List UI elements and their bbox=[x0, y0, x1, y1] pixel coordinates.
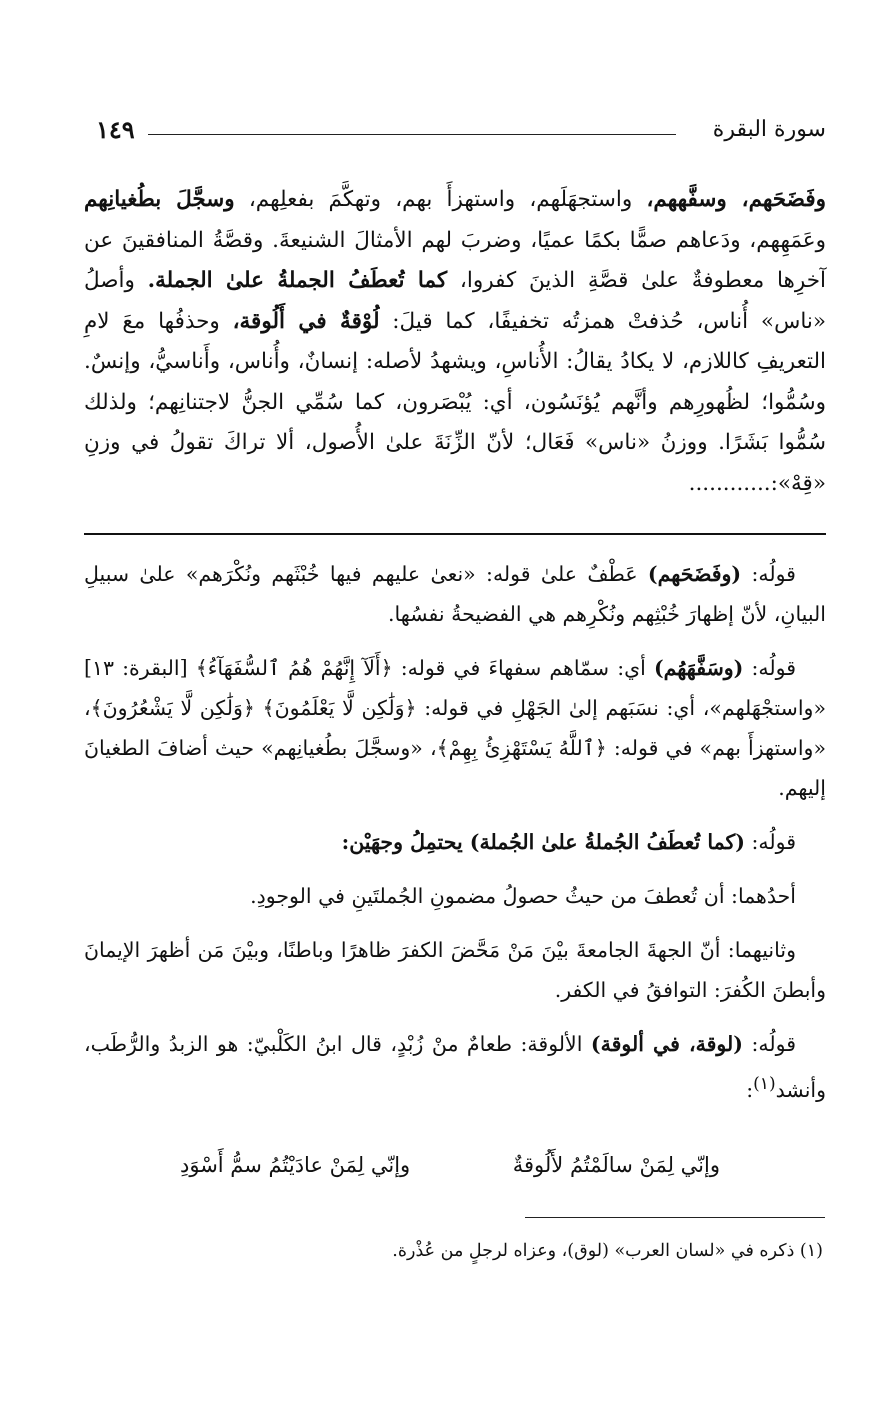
main-text-run: وأصلُ «ناس» أُناس، حُذفتْ همزتُه تخفيفًا، كما قيلَ: bbox=[84, 268, 827, 334]
main-bold-phrase: لُوْقةٌ في أَلُوقة، bbox=[232, 308, 380, 334]
main-bold-phrase: وسجَّلَ بطُغيانِهم bbox=[84, 187, 235, 212]
commentary bbox=[84, 554, 826, 1124]
main-paragraph bbox=[84, 180, 826, 504]
main-text-run: وحذفُها معَ لامِ التعريفِ كاللازم، لا يكادُ يقالُ: الأُناسِ، ويشهدُ لأصله: إنسانٌ، وأُناس، وأَناسيُّ، وإنسٌ. وسُمُّوا؛ لظُهورِهم وأنَّهم يُؤنَسُون، أي: يُبْصَرون، كما سُمِّي الجنُّ لاجتنانِهم؛ ولذلك سُمُّوا بَشَرًا. ووزنُ «ناس» فَعَال؛ لأنّ الزِّنَةَ علىٰ الأُصول، ألا تراكَ تقولُ في وزنِ «قِهْ»:............ bbox=[84, 308, 826, 496]
commentary-text-run: عَطْفٌ علىٰ قوله: «نعىٰ عليهم فيها خُبْثَهم ونُكْرَهم» علىٰ سبيلِ البيانِ، لأنّ إظهارَ خُبْثِهم ونُكْرِهم هي الفضيحةُ نفسُها. bbox=[84, 562, 826, 626]
commentary-paragraph bbox=[84, 876, 826, 916]
main-text-run: وعَمَهِهم، ودَعاهم صمًّا بكمًا عميًا، وضربَ لهم الأمثالَ الشنيعةَ. وقصَّةُ المنافقينَ عن آخرِها معطوفةٌ علىٰ قصَّةِ الذينَ كفروا، bbox=[84, 227, 827, 293]
commentary-text-run: وثانيهما: أنّ الجهةَ الجامعةَ بيْنَ مَنْ مَحَّضَ الكفرَ ظاهرًا وباطنًا، وبيْنَ مَن أظهرَ الإيمانَ وأبطنَ الكُفرَ: التوافقُ في الكفر. bbox=[84, 938, 826, 1002]
commentary-divider bbox=[84, 533, 826, 535]
commentary-paragraph bbox=[84, 554, 826, 634]
header-rule bbox=[148, 134, 676, 135]
commentary-lemma: (لوقة، في ألوقة) bbox=[590, 1032, 743, 1056]
commentary-text-run: الألوقة: طعامٌ منْ زُبْدٍ، قال ابنُ الكَلْبيّ: هو الزبدُ والرُّطَب، وأنشد bbox=[84, 1032, 826, 1102]
commentary-text-run: قولُه: bbox=[743, 656, 797, 680]
main-bold-phrase: وفَضَحَهم، وسفَّههم، bbox=[646, 187, 826, 212]
commentary-paragraph bbox=[84, 822, 826, 862]
footnote-marker: (١) bbox=[753, 1074, 776, 1094]
commentary-text-run: قولُه: bbox=[742, 1032, 796, 1056]
commentary-paragraph bbox=[84, 648, 826, 808]
page-number: ١٤٩ bbox=[96, 115, 135, 144]
commentary-lemma: (كما تُعطَفُ الجُملةُ علىٰ الجُملة) يحتمِلُ وجهَيْن: bbox=[341, 830, 745, 854]
main-text bbox=[84, 180, 826, 504]
commentary-lemma: (وسَفَّهَهُم) bbox=[653, 656, 744, 680]
main-bold-phrase: كما تُعطَفُ الجملةُ علىٰ الجملة. bbox=[147, 268, 448, 293]
main-text-run: واستجهَلَهم، واستهزأَ بهم، وتهكَّمَ بفعلِهم، bbox=[234, 187, 647, 212]
verse-second-hemistich: وإنّي لِمَنْ عادَيْتُمُ سمُّ أَسْوَدِ bbox=[180, 1153, 411, 1177]
verse-first-hemistich: وإنّي لِمَنْ سالَمْتُمُ لأَلُوقةٌ bbox=[512, 1153, 720, 1177]
commentary-text-run: : bbox=[746, 1077, 754, 1102]
commentary-paragraph bbox=[84, 930, 826, 1010]
commentary-text-run: قولُه: bbox=[741, 562, 796, 586]
commentary-lemma: (وفَضَحَهم) bbox=[647, 562, 742, 586]
poetry-verse bbox=[180, 1145, 720, 1185]
footnote-rule bbox=[525, 1217, 825, 1218]
commentary-paragraph bbox=[84, 1024, 826, 1110]
commentary-text-run: أي: سمّاهم سفهاءَ في قوله: ﴿أَلَآ إِنَّهُمْ هُمُ ٱلسُّفَهَآءُ﴾ [البقرة: ١٣] «واستجْهَلهم»، أي: نسَبَهم إلىٰ الجَهْلِ في قوله: ﴿وَلَٰكِن لَّا يَعْلَمُونَ﴾ ﴿وَلَٰكِن لَّا يَشْعُرُونَ﴾، «واستهزأَ بهم» في قوله: ﴿ٱللَّهُ يَسْتَهْزِئُ بِهِمْ﴾، «وسجَّلَ بطُغيانِهم» حيث أضافَ الطغيانَ إليهم. bbox=[84, 656, 826, 800]
commentary-text-run: أحدُهما: أن تُعطفَ من حيثُ حصولُ مضمونِ الجُملتَينِ في الوجودِ. bbox=[250, 884, 796, 908]
chapter-title: سورة البقرة bbox=[712, 117, 826, 142]
commentary-text-run: قولُه: bbox=[744, 830, 796, 854]
page-header bbox=[96, 112, 826, 148]
footnote: (١) ذكره في «لسان العرب» (لوق)، وعزاه لرجلٍ من عُذْرة. bbox=[392, 1241, 823, 1261]
